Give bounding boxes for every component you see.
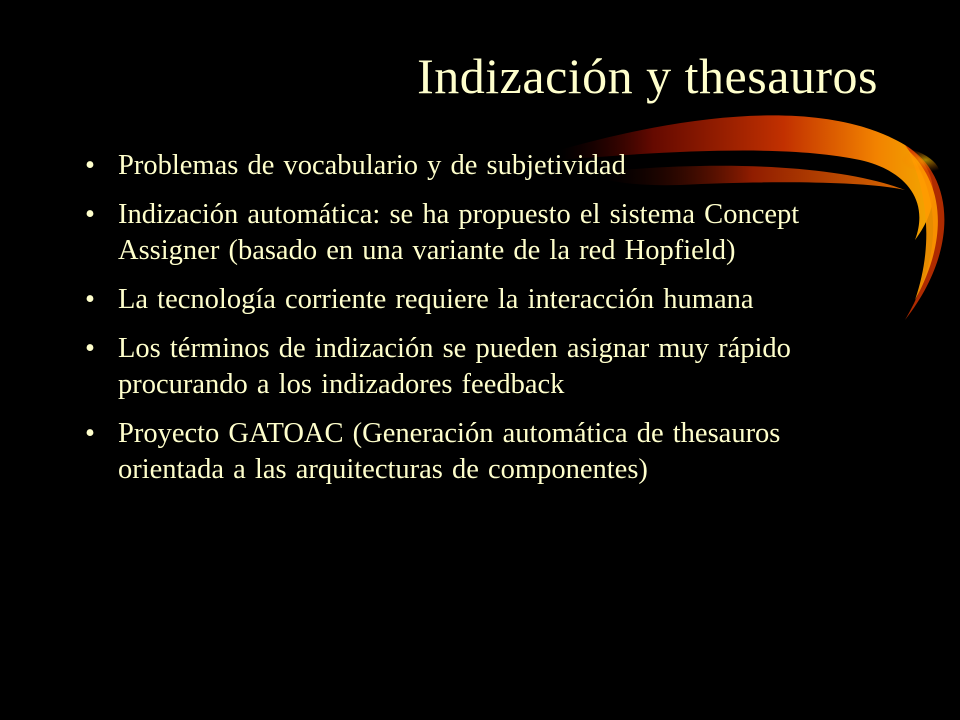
bullet-text: Los términos de indización se pueden asignar muy rápido procurando a los indizadores feedback [118,333,791,400]
bullet-text: Indización automática: se ha propuesto el sistema Concept Assigner (basado en una variante de la red Hopfield) [118,199,800,266]
slide-title: Indización y thesauros [417,48,878,104]
bullet-item [85,148,865,184]
bullet-icon: • [85,333,95,364]
bullet-item [85,416,865,488]
bullet-icon: • [85,284,95,315]
bullet-text: Problemas de vocabulario y de subjetividad [118,150,626,181]
bullet-item [85,331,865,403]
bullet-icon: • [85,199,95,230]
bullet-icon: • [85,150,95,181]
bullet-item [85,282,865,318]
bullet-list [85,148,865,501]
bullet-icon: • [85,418,95,449]
bullet-item [85,197,865,269]
bullet-text: Proyecto GATOAC (Generación automática de thesauros orientada a las arquitecturas de componentes) [118,418,781,485]
bullet-text: La tecnología corriente requiere la interacción humana [118,284,754,315]
